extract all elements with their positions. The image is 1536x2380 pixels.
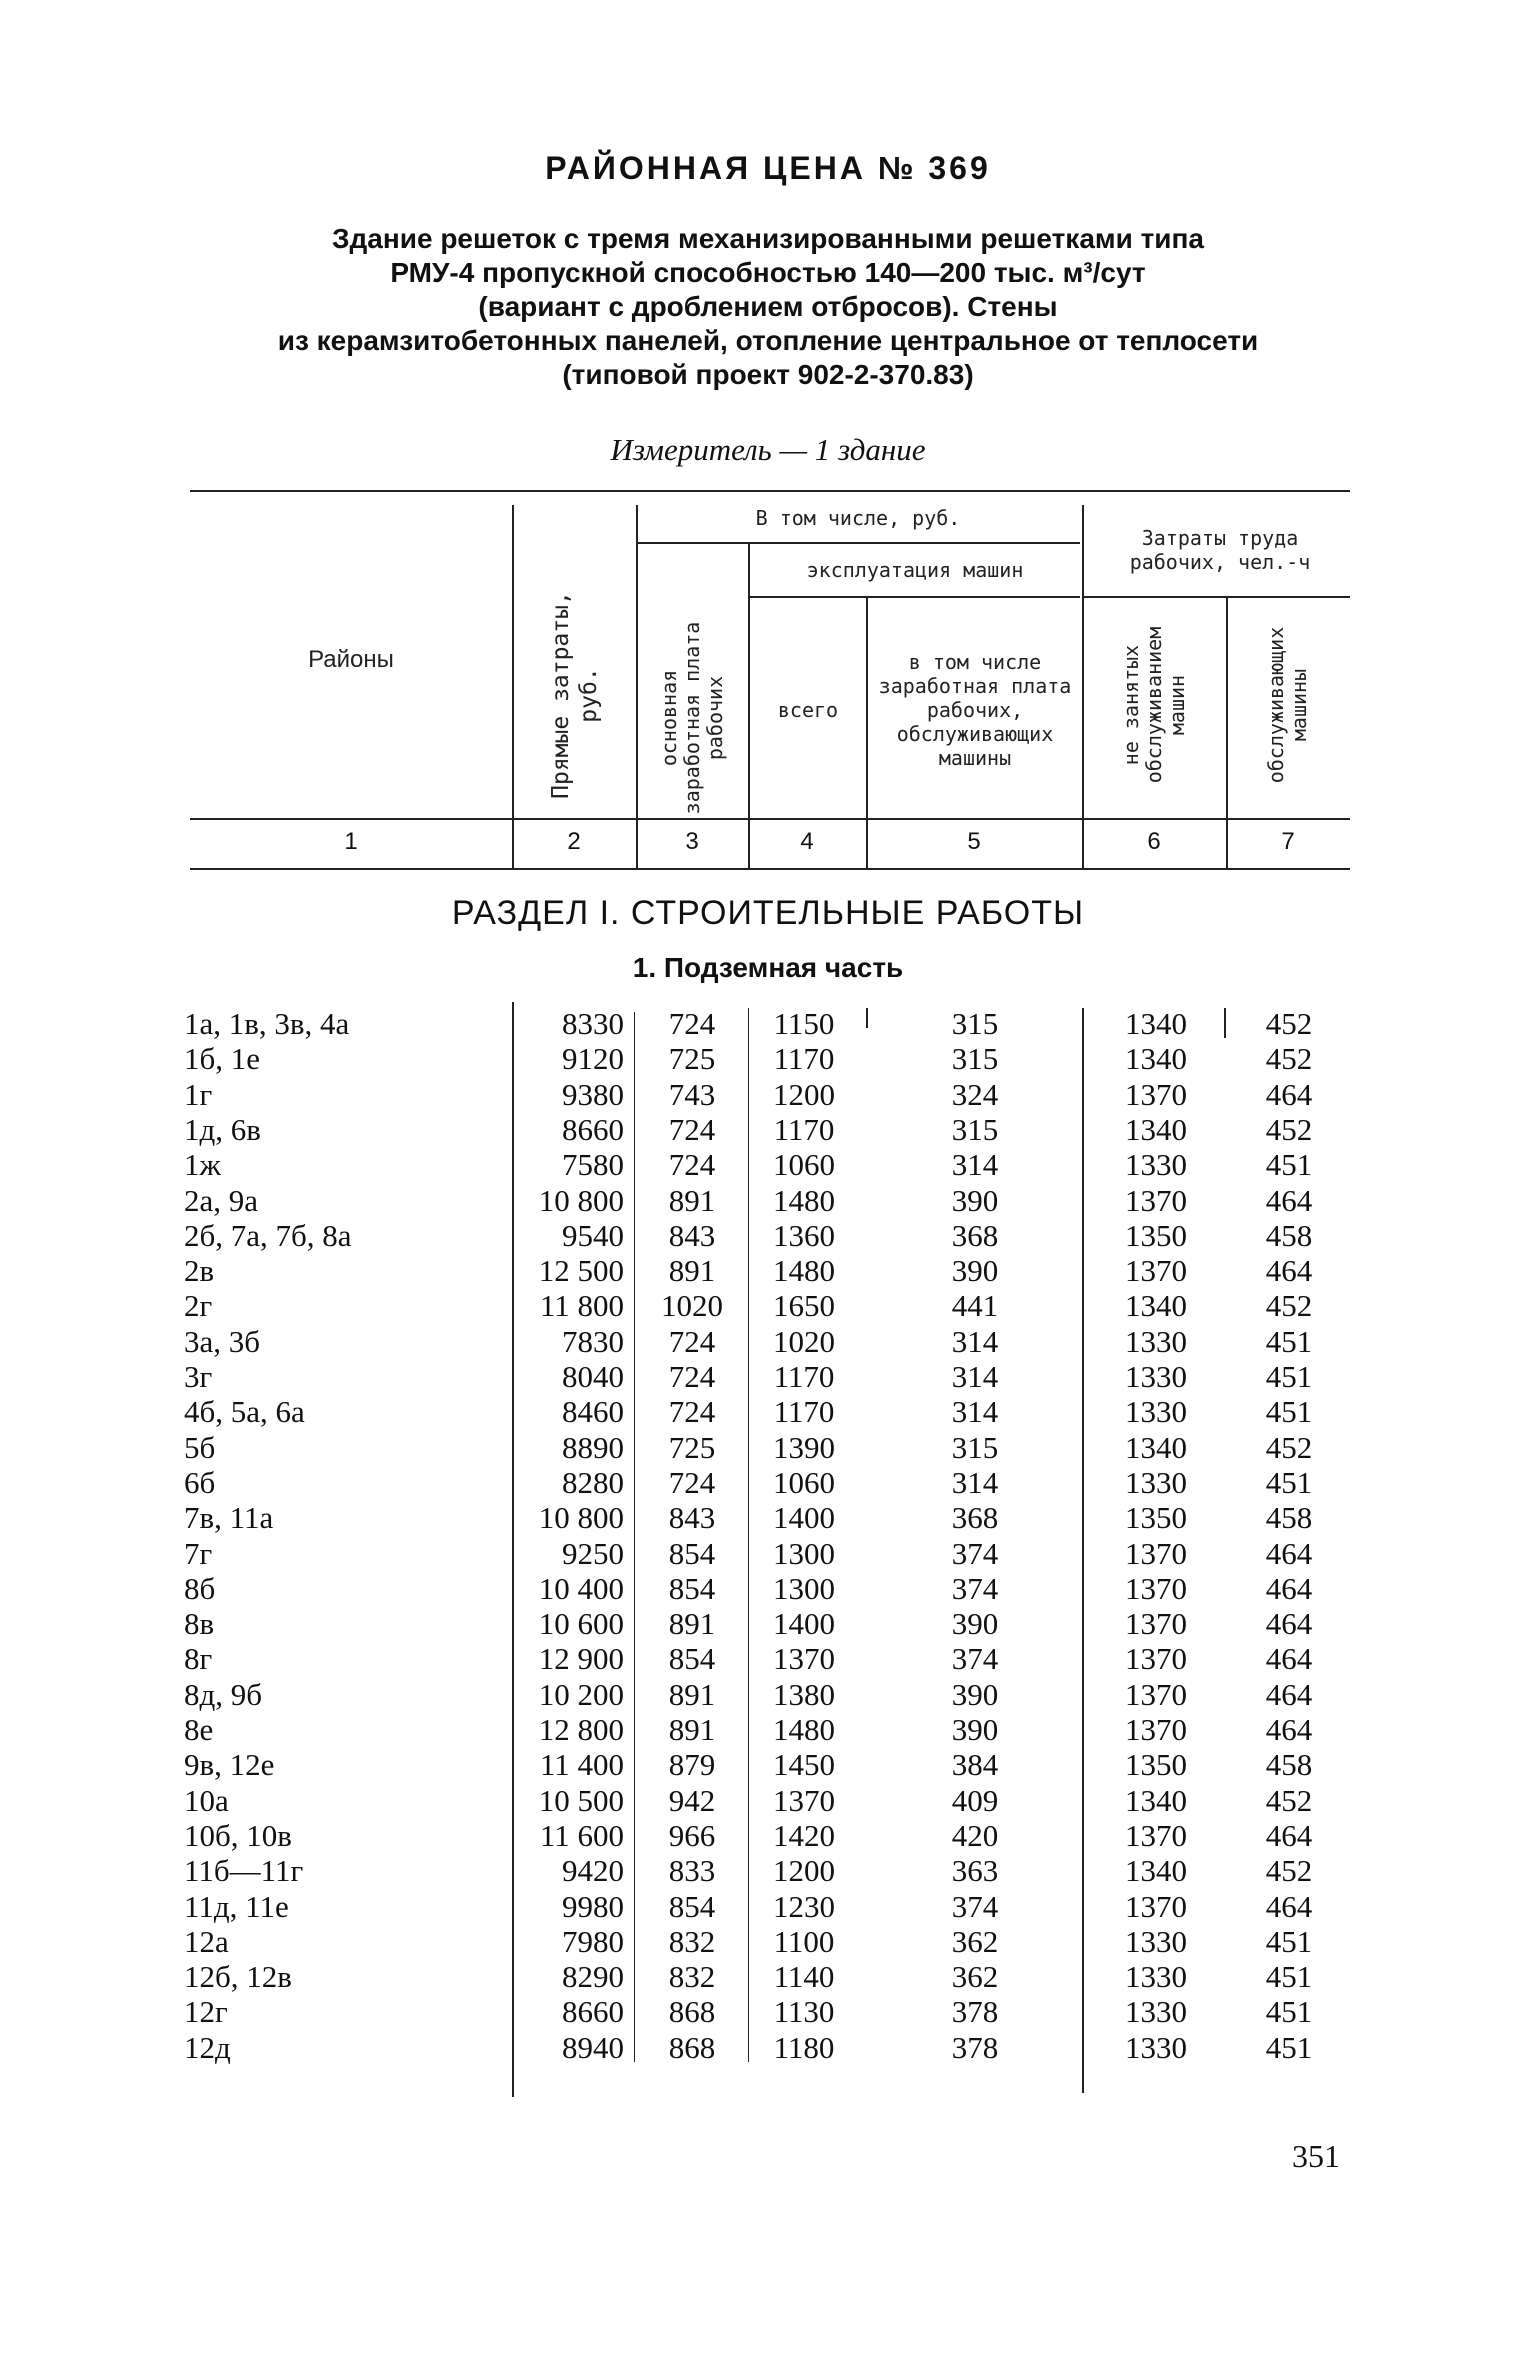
vsego-cell: 1140 (773, 1959, 835, 1995)
zarplata-mashin-cell: 368 (951, 1500, 999, 1536)
ne-zanyatyh-cell: 1370 (1125, 1888, 1187, 1924)
rayon-cell: 7г (184, 1535, 213, 1571)
ne-zanyatyh-cell: 1350 (1125, 1747, 1187, 1783)
page-title: РАЙОННАЯ ЦЕНА № 369 (545, 150, 991, 186)
table-row (0, 1253, 1536, 1289)
zarplata-mashin-cell: 315 (951, 1111, 999, 1147)
obsluzh-cell: 452 (1265, 1288, 1313, 1324)
ne-zanyatyh-cell: 1340 (1125, 1782, 1187, 1818)
vsego-cell: 1170 (773, 1394, 835, 1430)
zarplata-mashin-cell: 374 (951, 1641, 999, 1677)
description-line: (типовой проект 902-2-370.83) (562, 359, 974, 390)
ne-zanyatyh-cell: 1330 (1125, 1994, 1187, 2030)
osnovnaya-cell: 724 (668, 1359, 716, 1394)
vsego-cell: 1180 (773, 2029, 835, 2065)
obsluzh-cell: 451 (1265, 2029, 1313, 2065)
zarplata-mashin-cell: 390 (951, 1606, 999, 1642)
ne-zanyatyh-cell: 1330 (1125, 1959, 1187, 1995)
pryamye-cell: 11 400 (539, 1747, 624, 1783)
table-row (0, 1077, 1536, 1113)
obsluzh-cell: 464 (1265, 1182, 1313, 1218)
rayon-cell: 8е (184, 1712, 214, 1747)
rayon-cell: 2б, 7а, 7б, 8а (184, 1217, 352, 1253)
ne-zanyatyh-cell: 1330 (1125, 2029, 1187, 2065)
osnovnaya-cell: 724 (668, 1006, 716, 1041)
obsluzh-cell: 452 (1265, 1111, 1313, 1147)
obsluzh-cell: 464 (1265, 1817, 1313, 1853)
column-number: 1 (344, 828, 358, 855)
rule-top (190, 490, 1350, 492)
rayon-cell: 12а (184, 1923, 229, 1959)
column-number: 4 (800, 828, 814, 855)
obsluzh-cell: 452 (1265, 1429, 1313, 1465)
rayon-cell: 8г (184, 1641, 213, 1677)
table-row (0, 1571, 1536, 1607)
ne-zanyatyh-cell: 1340 (1125, 1111, 1187, 1147)
osnovnaya-cell: 833 (668, 1853, 716, 1889)
osnovnaya-cell: 942 (668, 1782, 716, 1818)
description-line: (вариант с дроблением отбросов). Стены (478, 291, 1058, 322)
pryamye-cell: 10 200 (538, 1676, 624, 1712)
osnovnaya-cell: 725 (668, 1041, 716, 1077)
pryamye-cell: 8660 (562, 1994, 624, 2030)
obsluzh-cell: 452 (1265, 1782, 1313, 1818)
osnovnaya-cell: 724 (668, 1464, 716, 1500)
obsluzh-cell: 464 (1265, 1535, 1313, 1571)
zarplata-mashin-cell: 390 (951, 1253, 999, 1289)
ne-zanyatyh-cell: 1350 (1125, 1217, 1187, 1253)
ne-zanyatyh-cell: 1370 (1125, 1253, 1187, 1289)
pryamye-cell: 8040 (562, 1359, 624, 1394)
ne-zanyatyh-cell: 1350 (1125, 1500, 1187, 1536)
osnovnaya-cell: 724 (668, 1111, 716, 1147)
ne-zanyatyh-cell: 1370 (1125, 1570, 1187, 1606)
ne-zanyatyh-cell: 1340 (1125, 1006, 1187, 1041)
vsego-cell: 1200 (773, 1853, 835, 1889)
rayon-cell: 2а, 9а (184, 1182, 259, 1218)
zarplata-mashin-cell: 390 (951, 1712, 999, 1747)
obsluzh-cell: 458 (1265, 1747, 1313, 1783)
obsluzh-cell: 464 (1265, 1676, 1313, 1712)
ne-zanyatyh-cell: 1370 (1125, 1676, 1187, 1712)
pryamye-cell: 7580 (562, 1147, 624, 1183)
obsluzh-cell: 451 (1265, 1994, 1313, 2030)
osnovnaya-cell: 843 (668, 1500, 716, 1536)
table-row (0, 2030, 1536, 2066)
osnovnaya-cell: 868 (668, 1994, 716, 2030)
ne-zanyatyh-cell: 1330 (1125, 1394, 1187, 1430)
rule-ekspl (748, 596, 1080, 598)
vsego-cell: 1420 (773, 1817, 835, 1853)
zarplata-mashin-cell: 368 (951, 1217, 999, 1253)
subsection-heading: 1. Подземная часть (632, 952, 904, 983)
zarplata-mashin-cell: 384 (951, 1747, 999, 1783)
vsego-cell: 1400 (773, 1606, 835, 1642)
zarplata-mashin-cell: 362 (951, 1923, 999, 1959)
table-row (0, 1994, 1536, 2030)
osnovnaya-cell: 891 (668, 1606, 716, 1642)
zarplata-mashin-cell: 420 (951, 1817, 999, 1853)
header-v-tom-chisle: В том числе, руб. (755, 506, 961, 530)
pryamye-cell: 7980 (562, 1923, 624, 1959)
obsluzh-cell: 458 (1265, 1500, 1313, 1536)
vsego-cell: 1150 (773, 1006, 835, 1041)
zarplata-mashin-cell: 314 (951, 1464, 999, 1500)
obsluzh-cell: 464 (1265, 1253, 1313, 1289)
column-number: 2 (567, 828, 581, 855)
osnovnaya-cell: 724 (668, 1323, 716, 1359)
ne-zanyatyh-cell: 1370 (1125, 1641, 1187, 1677)
obsluzh-cell: 452 (1265, 1041, 1313, 1077)
ne-zanyatyh-cell: 1370 (1125, 1712, 1187, 1747)
rayon-cell: 3а, 3б (184, 1323, 261, 1359)
table-row (0, 1606, 1536, 1642)
zarplata-mashin-cell: 378 (951, 2029, 999, 2065)
pryamye-cell: 8660 (562, 1111, 624, 1147)
zarplata-mashin-cell: 324 (951, 1076, 999, 1112)
obsluzh-cell: 452 (1265, 1853, 1313, 1889)
table-row (0, 1465, 1536, 1501)
obsluzh-cell: 464 (1265, 1888, 1313, 1924)
osnovnaya-cell: 832 (668, 1923, 716, 1959)
obsluzh-cell: 451 (1265, 1923, 1313, 1959)
table-row (0, 1147, 1536, 1183)
rayon-cell: 10б, 10в (184, 1817, 292, 1853)
obsluzh-cell: 464 (1265, 1641, 1313, 1677)
obsluzh-cell: 464 (1265, 1570, 1313, 1606)
obsluzh-cell: 452 (1265, 1006, 1313, 1041)
table-row (0, 1183, 1536, 1219)
zarplata-mashin-cell: 363 (951, 1853, 999, 1889)
rule-header-bottom (190, 818, 1350, 820)
pryamye-cell: 8940 (562, 2029, 624, 2065)
osnovnaya-cell: 891 (668, 1253, 716, 1289)
ne-zanyatyh-cell: 1330 (1125, 1359, 1187, 1394)
osnovnaya-cell: 743 (668, 1076, 716, 1112)
zarplata-mashin-cell: 315 (951, 1006, 999, 1041)
rayon-cell: 9в, 12е (184, 1747, 275, 1783)
ne-zanyatyh-cell: 1330 (1125, 1464, 1187, 1500)
zarplata-mashin-cell: 315 (951, 1041, 999, 1077)
header-vsego: всего (777, 698, 839, 722)
rule-trud (1082, 596, 1350, 598)
osnovnaya-cell: 966 (668, 1817, 716, 1853)
vsego-cell: 1300 (773, 1535, 835, 1571)
vsego-cell: 1300 (773, 1570, 835, 1606)
zarplata-mashin-cell: 378 (951, 1994, 999, 2030)
pryamye-cell: 8330 (562, 1006, 624, 1041)
pryamye-cell: 9420 (562, 1853, 624, 1889)
zarplata-mashin-cell: 314 (951, 1147, 999, 1183)
rule-colnums-bottom (190, 868, 1350, 870)
rayon-cell: 6б (184, 1464, 216, 1500)
vsego-cell: 1170 (773, 1041, 835, 1077)
osnovnaya-cell: 854 (668, 1570, 716, 1606)
rayon-cell: 12г (184, 1994, 228, 2030)
vsego-cell: 1450 (773, 1747, 835, 1783)
pryamye-cell: 12 800 (538, 1712, 624, 1747)
table-row (0, 1924, 1536, 1960)
description-line: из керамзитобетонных панелей, отопление центральное от теплосети (277, 325, 1259, 356)
table-row (0, 1359, 1536, 1395)
pryamye-cell: 10 800 (538, 1182, 624, 1218)
osnovnaya-cell: 832 (668, 1959, 716, 1995)
ne-zanyatyh-cell: 1340 (1125, 1288, 1187, 1324)
table-row (0, 1218, 1536, 1254)
obsluzh-cell: 464 (1265, 1712, 1313, 1747)
page-number: 351 (1292, 2138, 1340, 2174)
rayon-cell: 1б, 1е (184, 1041, 261, 1077)
osnovnaya-cell: 891 (668, 1676, 716, 1712)
pryamye-cell: 10 800 (538, 1500, 624, 1536)
zarplata-mashin-cell: 441 (951, 1288, 999, 1324)
rayon-cell: 8в (184, 1606, 215, 1642)
osnovnaya-cell: 725 (668, 1429, 716, 1465)
ne-zanyatyh-cell: 1370 (1125, 1817, 1187, 1853)
zarplata-mashin-cell: 374 (951, 1888, 999, 1924)
rayon-cell: 10а (184, 1782, 229, 1818)
ne-zanyatyh-cell: 1330 (1125, 1147, 1187, 1183)
vsego-cell: 1480 (773, 1712, 835, 1747)
ne-zanyatyh-cell: 1370 (1125, 1182, 1187, 1218)
rayon-cell: 11б—11г (184, 1853, 304, 1889)
rayon-cell: 7в, 11а (184, 1500, 274, 1536)
rule-incl (636, 542, 1080, 544)
building-description (150, 222, 1386, 392)
rayon-cell: 3г (184, 1359, 213, 1394)
vsego-cell: 1060 (773, 1147, 835, 1183)
osnovnaya-cell: 854 (668, 1888, 716, 1924)
zarplata-mashin-cell: 314 (951, 1394, 999, 1430)
table-row (0, 1006, 1536, 1042)
obsluzh-cell: 451 (1265, 1394, 1313, 1430)
rayon-cell: 11д, 11е (184, 1888, 289, 1924)
obsluzh-cell: 458 (1265, 1217, 1313, 1253)
pryamye-cell: 11 800 (539, 1288, 624, 1324)
pryamye-cell: 11 600 (539, 1817, 624, 1853)
ne-zanyatyh-cell: 1330 (1125, 1323, 1187, 1359)
pryamye-cell: 10 400 (538, 1570, 624, 1606)
vsego-cell: 1370 (773, 1641, 835, 1677)
column-number: 6 (1147, 828, 1161, 855)
vrule (1082, 505, 1084, 868)
header-obsluzhivayuschih: обслуживающих машины (1264, 626, 1311, 784)
column-number: 3 (685, 828, 699, 855)
pryamye-cell: 8280 (562, 1464, 624, 1500)
rayon-cell: 1ж (184, 1147, 221, 1183)
table-row (0, 1288, 1536, 1324)
obsluzh-cell: 451 (1265, 1359, 1313, 1394)
osnovnaya-cell: 1020 (661, 1288, 723, 1324)
measure-unit: Измеритель — 1 здание (610, 432, 926, 467)
rayon-cell: 2в (184, 1253, 215, 1289)
vsego-cell: 1230 (773, 1888, 835, 1924)
pryamye-cell: 9980 (562, 1888, 624, 1924)
vrule (636, 505, 638, 868)
ne-zanyatyh-cell: 1370 (1125, 1535, 1187, 1571)
table-row (0, 1712, 1536, 1748)
ne-zanyatyh-cell: 1370 (1125, 1076, 1187, 1112)
pryamye-cell: 8890 (562, 1429, 624, 1465)
osnovnaya-cell: 868 (668, 2029, 716, 2065)
rayon-cell: 4б, 5а, 6а (184, 1394, 305, 1430)
table-row (0, 1853, 1536, 1889)
pryamye-cell: 12 900 (538, 1641, 624, 1677)
description-line: Здание решеток с тремя механизированными решетками типа (331, 223, 1205, 254)
rayon-cell: 5б (184, 1429, 216, 1465)
zarplata-mashin-cell: 314 (951, 1323, 999, 1359)
table-row (0, 1959, 1536, 1995)
table-row (0, 1536, 1536, 1572)
header-zatraty-truda: Затраты труда рабочих, чел.-ч (1129, 526, 1311, 574)
vsego-cell: 1650 (773, 1288, 835, 1324)
osnovnaya-cell: 879 (668, 1747, 716, 1783)
zarplata-mashin-cell: 390 (951, 1182, 999, 1218)
vsego-cell: 1130 (773, 1994, 835, 2030)
vsego-cell: 1480 (773, 1253, 835, 1289)
obsluzh-cell: 451 (1265, 1147, 1313, 1183)
table-row (0, 1324, 1536, 1360)
rayon-cell: 8д, 9б (184, 1676, 263, 1712)
header-ne-zanyatyh: не занятых обслуживанием машин (1118, 626, 1189, 784)
table-row (0, 1641, 1536, 1677)
zarplata-mashin-cell: 374 (951, 1535, 999, 1571)
obsluzh-cell: 451 (1265, 1464, 1313, 1500)
vsego-cell: 1100 (773, 1923, 835, 1959)
ne-zanyatyh-cell: 1340 (1125, 1853, 1187, 1889)
zarplata-mashin-cell: 409 (951, 1782, 999, 1818)
vsego-cell: 1170 (773, 1359, 835, 1394)
ne-zanyatyh-cell: 1340 (1125, 1041, 1187, 1077)
header-osnovnaya: основная заработная плата рабочих (656, 621, 727, 815)
vsego-cell: 1480 (773, 1182, 835, 1218)
header-rayony: Районы (308, 646, 394, 673)
table-row (0, 1889, 1536, 1925)
section-heading: РАЗДЕЛ I. СТРОИТЕЛЬНЫЕ РАБОТЫ (451, 894, 1085, 932)
vsego-cell: 1020 (773, 1323, 835, 1359)
vsego-cell: 1400 (773, 1500, 835, 1536)
vsego-cell: 1200 (773, 1076, 835, 1112)
ne-zanyatyh-cell: 1330 (1125, 1923, 1187, 1959)
rayon-cell: 2г (184, 1288, 213, 1324)
osnovnaya-cell: 724 (668, 1147, 716, 1183)
table-row (0, 1783, 1536, 1819)
obsluzh-cell: 451 (1265, 1959, 1313, 1995)
description-line: РМУ-4 пропускной способностью 140—200 тыс. м³/сут (390, 257, 1146, 288)
obsluzh-cell: 464 (1265, 1606, 1313, 1642)
pryamye-cell: 9250 (562, 1535, 624, 1571)
pryamye-cell: 7830 (562, 1323, 624, 1359)
zarplata-mashin-cell: 362 (951, 1959, 999, 1995)
rayon-cell: 8б (184, 1570, 216, 1606)
pryamye-cell: 12 500 (538, 1253, 624, 1289)
zarplata-mashin-cell: 374 (951, 1570, 999, 1606)
vrule (512, 505, 514, 868)
rayon-cell: 12б, 12в (184, 1959, 292, 1995)
header-ekspluatatsiya: эксплуатация машин (806, 558, 1024, 582)
table-row (0, 1394, 1536, 1430)
osnovnaya-cell: 854 (668, 1535, 716, 1571)
osnovnaya-cell: 843 (668, 1217, 716, 1253)
osnovnaya-cell: 891 (668, 1182, 716, 1218)
pryamye-cell: 9120 (562, 1041, 624, 1077)
obsluzh-cell: 451 (1265, 1323, 1313, 1359)
vsego-cell: 1170 (773, 1111, 835, 1147)
vsego-cell: 1370 (773, 1782, 835, 1818)
table-row (0, 1818, 1536, 1854)
obsluzh-cell: 464 (1265, 1076, 1313, 1112)
rayon-cell: 1д, 6в (184, 1111, 261, 1147)
pryamye-cell: 8290 (562, 1959, 624, 1995)
zarplata-mashin-cell: 390 (951, 1676, 999, 1712)
header-v-tom-chisle-zarplata: в том числе заработная плата рабочих, обслуживающих машины (878, 650, 1072, 770)
pryamye-cell: 9540 (562, 1217, 624, 1253)
osnovnaya-cell: 891 (668, 1712, 716, 1747)
table-row (0, 1112, 1536, 1148)
rayon-cell: 1г (184, 1076, 213, 1112)
pryamye-cell: 9380 (562, 1076, 624, 1112)
pryamye-cell: 10 500 (538, 1782, 624, 1818)
pryamye-cell: 10 600 (538, 1606, 624, 1642)
zarplata-mashin-cell: 315 (951, 1429, 999, 1465)
vsego-cell: 1060 (773, 1464, 835, 1500)
ne-zanyatyh-cell: 1370 (1125, 1606, 1187, 1642)
table-row (0, 1430, 1536, 1466)
table-row (0, 1677, 1536, 1713)
table-row (0, 1500, 1536, 1536)
column-number: 5 (967, 828, 981, 855)
rayon-cell: 12д (184, 2029, 231, 2065)
zarplata-mashin-cell: 314 (951, 1359, 999, 1394)
header-pryamye: Прямые затраты, руб. (548, 591, 602, 799)
vsego-cell: 1360 (773, 1217, 835, 1253)
table-row (0, 1747, 1536, 1783)
table-row (0, 1041, 1536, 1077)
vsego-cell: 1390 (773, 1429, 835, 1465)
rayon-cell: 1а, 1в, 3в, 4а (184, 1006, 350, 1041)
osnovnaya-cell: 854 (668, 1641, 716, 1677)
pryamye-cell: 8460 (562, 1394, 624, 1430)
vsego-cell: 1380 (773, 1676, 835, 1712)
column-number: 7 (1281, 828, 1295, 855)
ne-zanyatyh-cell: 1340 (1125, 1429, 1187, 1465)
osnovnaya-cell: 724 (668, 1394, 716, 1430)
